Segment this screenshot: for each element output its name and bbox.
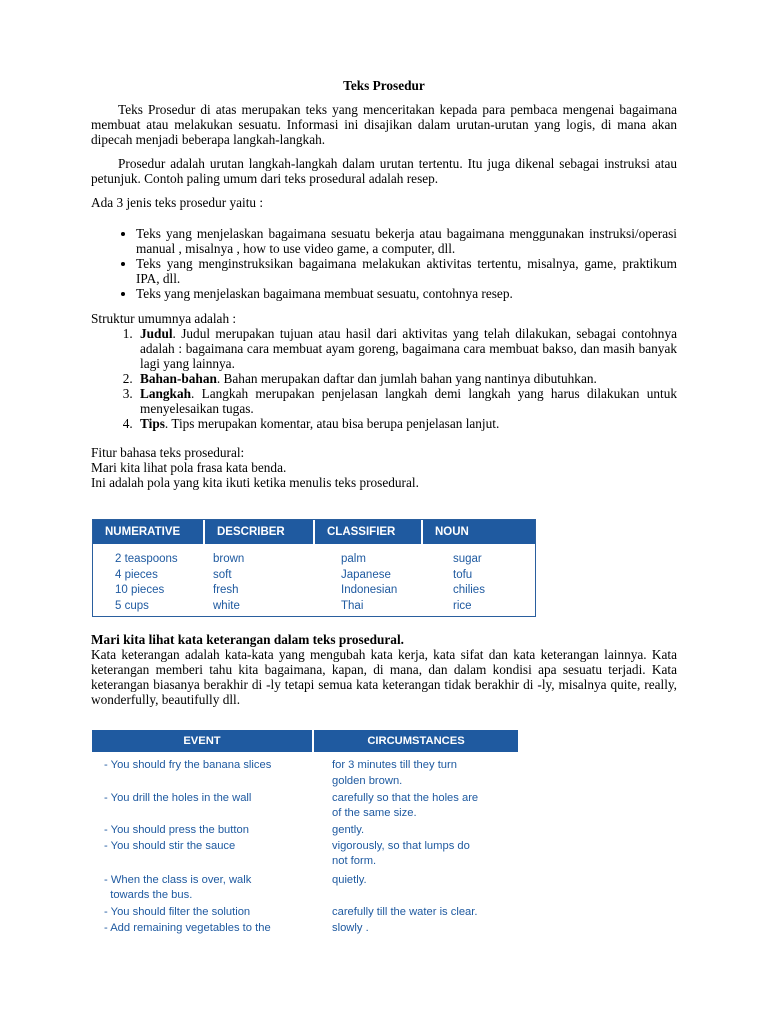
table-column bbox=[423, 544, 535, 614]
table-row bbox=[92, 839, 518, 855]
list-item: • Teks yang menjelaskan bagaimana membuat sesuatu, contohnya resep. bbox=[136, 286, 677, 301]
table-cell: chilies bbox=[453, 584, 485, 596]
event-circumstance-table bbox=[92, 730, 518, 936]
table-cell: palm bbox=[341, 553, 366, 565]
table-row bbox=[92, 921, 518, 937]
feature-line: Ini adalah pola yang kita ikuti ketika menulis teks prosedural. bbox=[91, 475, 419, 490]
event-cell: - You drill the holes in the wall bbox=[104, 791, 252, 804]
page-title: Teks Prosedur bbox=[343, 78, 425, 93]
event-cell: - You should stir the sauce bbox=[104, 839, 236, 852]
feature-line: Mari kita lihat pola frasa kata benda. bbox=[91, 460, 287, 475]
circumstance-cell: gently. bbox=[332, 824, 365, 836]
table-row bbox=[92, 873, 518, 889]
table-cell: fresh bbox=[213, 584, 239, 596]
table-row bbox=[92, 791, 518, 807]
event-cell: - You should fry the banana slices bbox=[104, 759, 272, 771]
table-header: CLASSIFIER bbox=[315, 520, 423, 544]
table-column bbox=[93, 544, 205, 614]
feature-lines bbox=[91, 445, 677, 490]
circumstance-cell: golden brown. bbox=[332, 774, 403, 787]
table-cell: Japanese bbox=[341, 568, 391, 581]
event-cell bbox=[92, 854, 314, 870]
event-cell: towards the bus. bbox=[104, 889, 193, 901]
list-item bbox=[136, 326, 677, 371]
structure-term: Judul bbox=[140, 326, 173, 341]
table-cell: 5 cups bbox=[115, 599, 149, 612]
circumstance-cell bbox=[314, 888, 518, 904]
table-cell: sugar bbox=[453, 553, 482, 565]
document-body bbox=[91, 78, 677, 490]
intro-paragraph-1: Teks Prosedur di atas merupakan teks yang menceritakan kepada para pembaca mengenai bagaimana membuat atau melakukan sesuatu. Informasi ini disajikan dalam urutan-urutan yang logis, di mana akan dipecah menjadi beberapa langkah-langkah. bbox=[91, 102, 677, 147]
structure-desc: . Tips merupakan komentar, atau bisa berupa penjelasan lanjut. bbox=[164, 416, 500, 431]
table-row bbox=[92, 854, 518, 870]
table-column bbox=[205, 544, 315, 614]
structure-term: Tips bbox=[140, 416, 165, 431]
table-row bbox=[92, 774, 518, 790]
circumstance-cell: quietly. bbox=[332, 873, 367, 886]
event-cell: - When the class is over, walk bbox=[104, 873, 252, 886]
structure-desc: . Bahan merupakan daftar dan jumlah bahan yang nantinya dibutuhkan. bbox=[216, 371, 597, 386]
noun-phrase-table bbox=[92, 519, 536, 617]
table-row bbox=[92, 823, 518, 839]
event-cell: - You should filter the solution bbox=[104, 906, 251, 918]
circumstance-cell: of the same size. bbox=[332, 807, 417, 819]
circumstance-cell: carefully so that the holes are bbox=[332, 791, 479, 804]
table-column bbox=[315, 544, 423, 614]
list-item bbox=[136, 416, 677, 431]
table-row bbox=[92, 806, 518, 822]
list-item: • Teks yang menginstruksikan bagaimana melakukan aktivitas tertentu, misalnya, game, praktikum IPA, dll. bbox=[136, 256, 677, 286]
structure-desc: . Langkah merupakan penjelasan langkah demi langkah yang harus dilakukan untuk menyelesaikan tugas. bbox=[140, 386, 677, 416]
feature-line: Fitur bahasa teks prosedural: bbox=[91, 445, 245, 460]
circumstance-cell: slowly . bbox=[332, 921, 369, 934]
circumstance-cell: vigorously, so that lumps do bbox=[332, 839, 470, 852]
table-cell: brown bbox=[213, 553, 245, 565]
circumstance-cell: not form. bbox=[332, 855, 377, 867]
event-cell bbox=[92, 774, 314, 790]
types-intro: Ada 3 jenis teks prosedur yaitu : bbox=[91, 195, 264, 210]
intro-paragraph-2: Prosedur adalah urutan langkah-langkah dalam urutan tertentu. Itu juga dikenal sebagai instruksi atau petunjuk. Contoh paling umum dari teks prosedural adalah resep. bbox=[91, 156, 677, 186]
types-list bbox=[91, 226, 677, 301]
circumstance-cell: carefully till the water is clear. bbox=[332, 906, 478, 918]
table-cell: white bbox=[213, 599, 240, 612]
table-cell: 10 pieces bbox=[115, 584, 165, 596]
table-cell: 4 pieces bbox=[115, 568, 158, 581]
adverb-section bbox=[91, 632, 677, 707]
structure-term: Bahan-bahan bbox=[140, 371, 217, 386]
circumstance-cell: for 3 minutes till they turn bbox=[332, 759, 457, 771]
table-header: EVENT bbox=[92, 730, 312, 752]
list-item bbox=[136, 386, 677, 416]
table-row bbox=[92, 905, 518, 921]
event-rows bbox=[92, 752, 518, 936]
table-cell: tofu bbox=[453, 568, 473, 581]
structure-intro: Struktur umumnya adalah : bbox=[91, 311, 237, 326]
event-cell: - You should press the button bbox=[104, 824, 249, 836]
table-cell: soft bbox=[213, 568, 232, 581]
list-item: • Teks yang menjelaskan bagaimana sesuatu bekerja atau bagaimana menggunakan instruksi/operasi manual , misalnya , how to use video game, a computer, dll. bbox=[136, 226, 677, 256]
list-item bbox=[136, 371, 677, 386]
structure-term: Langkah bbox=[140, 386, 191, 401]
event-cell bbox=[92, 806, 314, 822]
structure-list bbox=[91, 326, 677, 431]
table-row bbox=[92, 758, 518, 774]
table-header: CIRCUMSTANCES bbox=[314, 730, 518, 752]
adverb-paragraph: Kata keterangan adalah kata-kata yang mengubah kata kerja, kata sifat dan kata keterangan lainnya. Kata keterangan memberi tahu kita bagaimana, kapan, di mana, dan dalam kondisi apa sesuatu terjadi. Kata keterangan biasanya berakhir di -ly tetapi semua kata keterangan tidak berakhir di -ly, misalnya quite, really, wonderfully, beautifully dll. bbox=[91, 647, 677, 707]
table-cell: rice bbox=[453, 599, 472, 612]
table-cell: Thai bbox=[341, 599, 364, 612]
structure-desc: . Judul merupakan tujuan atau hasil dari aktivitas yang telah dilakukan, sebagai contohnya adalah : bagaimana cara membuat ayam goreng, bagaimana cara membuat bakso, dan masih banyak lagi yang lainnya. bbox=[140, 326, 677, 371]
table-header: DESCRIBER bbox=[205, 520, 315, 544]
table-row bbox=[92, 888, 518, 904]
event-cell: - Add remaining vegetables to the bbox=[104, 921, 271, 934]
table-header: NUMERATIVE bbox=[93, 520, 205, 544]
table-cell: 2 teaspoons bbox=[115, 553, 178, 565]
table-header: NOUN bbox=[423, 520, 535, 544]
section-title: Mari kita lihat kata keterangan dalam teks prosedural. bbox=[91, 632, 404, 647]
table-cell: Indonesian bbox=[341, 584, 398, 596]
